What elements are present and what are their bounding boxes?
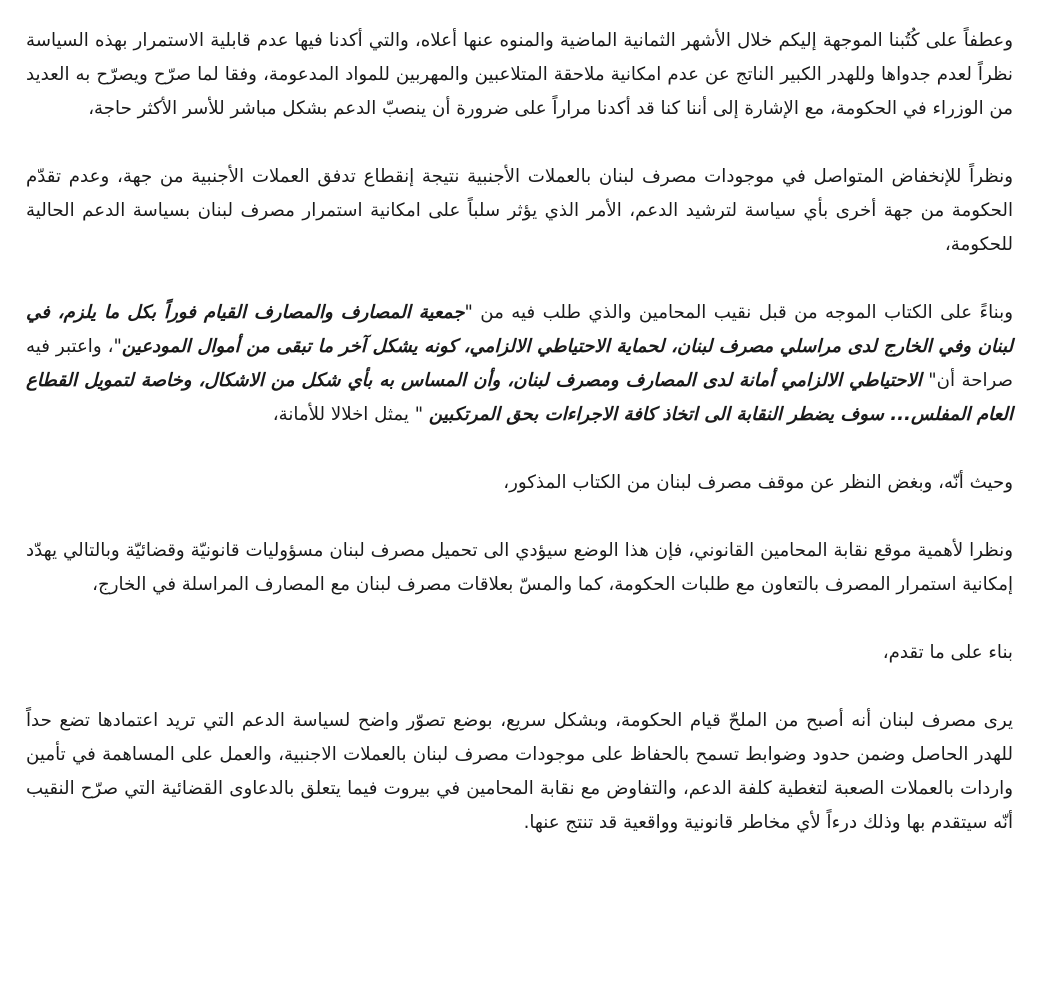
paragraph-1	[26, 24, 1013, 126]
paragraph-5	[26, 534, 1013, 602]
paragraph-4	[26, 466, 1013, 500]
paragraph-7	[26, 704, 1013, 840]
bar-association-quote-1: جمعية المصارف والمصارف القيام فوراً بكل ما يلزم، في لبنان وفي الخارج لدى مراسلي مصرف لبنان، لحماية الاحتياطي الالزامي، كونه يشكل آخر ما تبقى من أموال المودعين	[26, 302, 1014, 357]
paragraph-2-text: ونظراً للإنخفاض المتواصل في موجودات مصرف لبنان بالعملات الأجنبية نتيجة إنقطاع تدفق العملات الأجنبية من جهة، وعدم تقدّم الحكومة من جهة أخرى بأي سياسة لترشيد الدعم، الأمر الذي يؤثر سلباً على امكانية استمرار مصرف لبنان بسياسة الدعم الحالية للحكومة،	[26, 166, 1013, 255]
paragraph-3	[26, 296, 1013, 432]
paragraph-6	[26, 636, 1013, 670]
bar-association-quote-2: الاحتياطي الالزامي أمانة لدى المصارف ومصرف لبنان، وأن المساس به بأي شكل من الاشكال، وخاصة لتمويل القطاع العام المفلس... سوف يضطر النقابة الى اتخاذ كافة الاجراءات بحق المرتكبين	[26, 370, 1013, 425]
paragraph-3-middle: "، واعتبر فيه صراحة أن"	[26, 336, 1013, 391]
paragraph-7-text: يرى مصرف لبنان أنه أصبح من الملحّ قيام الحكومة، وبشكل سريع، بوضع تصوّر واضح لسياسة الدعم التي تريد اعتمادها تضع حداً للهدر الحاصل وضمن حدود وضوابط تسمح بالحفاظ على موجودات مصرف لبنان بالعملات الاجنبية، والعمل على المساهمة في تأمين واردات بالعملات الصعبة لتغطية كلفة الدعم، والتفاوض مع نقابة المحامين في بيروت فيما يتعلق بالدعاوى القضائية التي صرّح النقيب أنّه سيتقدم بها وذلك درءاً لأي مخاطر قانونية وواقعية قد تنتج عنها.	[26, 710, 1013, 833]
paragraph-1-text: وعطفاً على كُتُبنا الموجهة إليكم خلال الأشهر الثمانية الماضية والمنوه عنها أعلاه، والتي أكدنا فيها عدم قابلية الاستمرار بهذه السياسة نظراً لعدم جدواها وللهدر الكبير الناتج عن عدم امكانية ملاحقة المتلاعبين والمهربين للمواد المدعومة، وفقا لما صرّح ويصرّح به العديد من الوزراء في الحكومة، مع الإشارة إلى أننا كنا قد أكدنا مراراً على ضرورة أن ينصبّ الدعم بشكل مباشر للأسر الأكثر حاجة،	[26, 30, 1013, 119]
paragraph-3-end: " يمثل اخلالا للأمانة،	[272, 404, 429, 425]
paragraph-6-text: بناء على ما تقدم،	[882, 642, 1013, 663]
paragraph-2	[26, 160, 1013, 262]
letter-body	[26, 24, 1013, 840]
paragraph-5-text: ونظرا لأهمية موقع نقابة المحامين القانوني، فإن هذا الوضع سيؤدي الى تحميل مصرف لبنان مسؤوليات قانونيّة وقضائيّة وبالتالي يهدّد إمكانية استمرار المصرف بالتعاون مع طلبات الحكومة، كما والمسّ بعلاقات مصرف لبنان مع المصارف المراسلة في الخارج،	[26, 540, 1013, 595]
paragraph-4-text: وحيث أنّه، وبغض النظر عن موقف مصرف لبنان من الكتاب المذكور،	[503, 472, 1013, 493]
paragraph-3-intro: وبناءً على الكتاب الموجه من قبل نقيب المحامين والذي طلب فيه من "	[464, 302, 1013, 323]
